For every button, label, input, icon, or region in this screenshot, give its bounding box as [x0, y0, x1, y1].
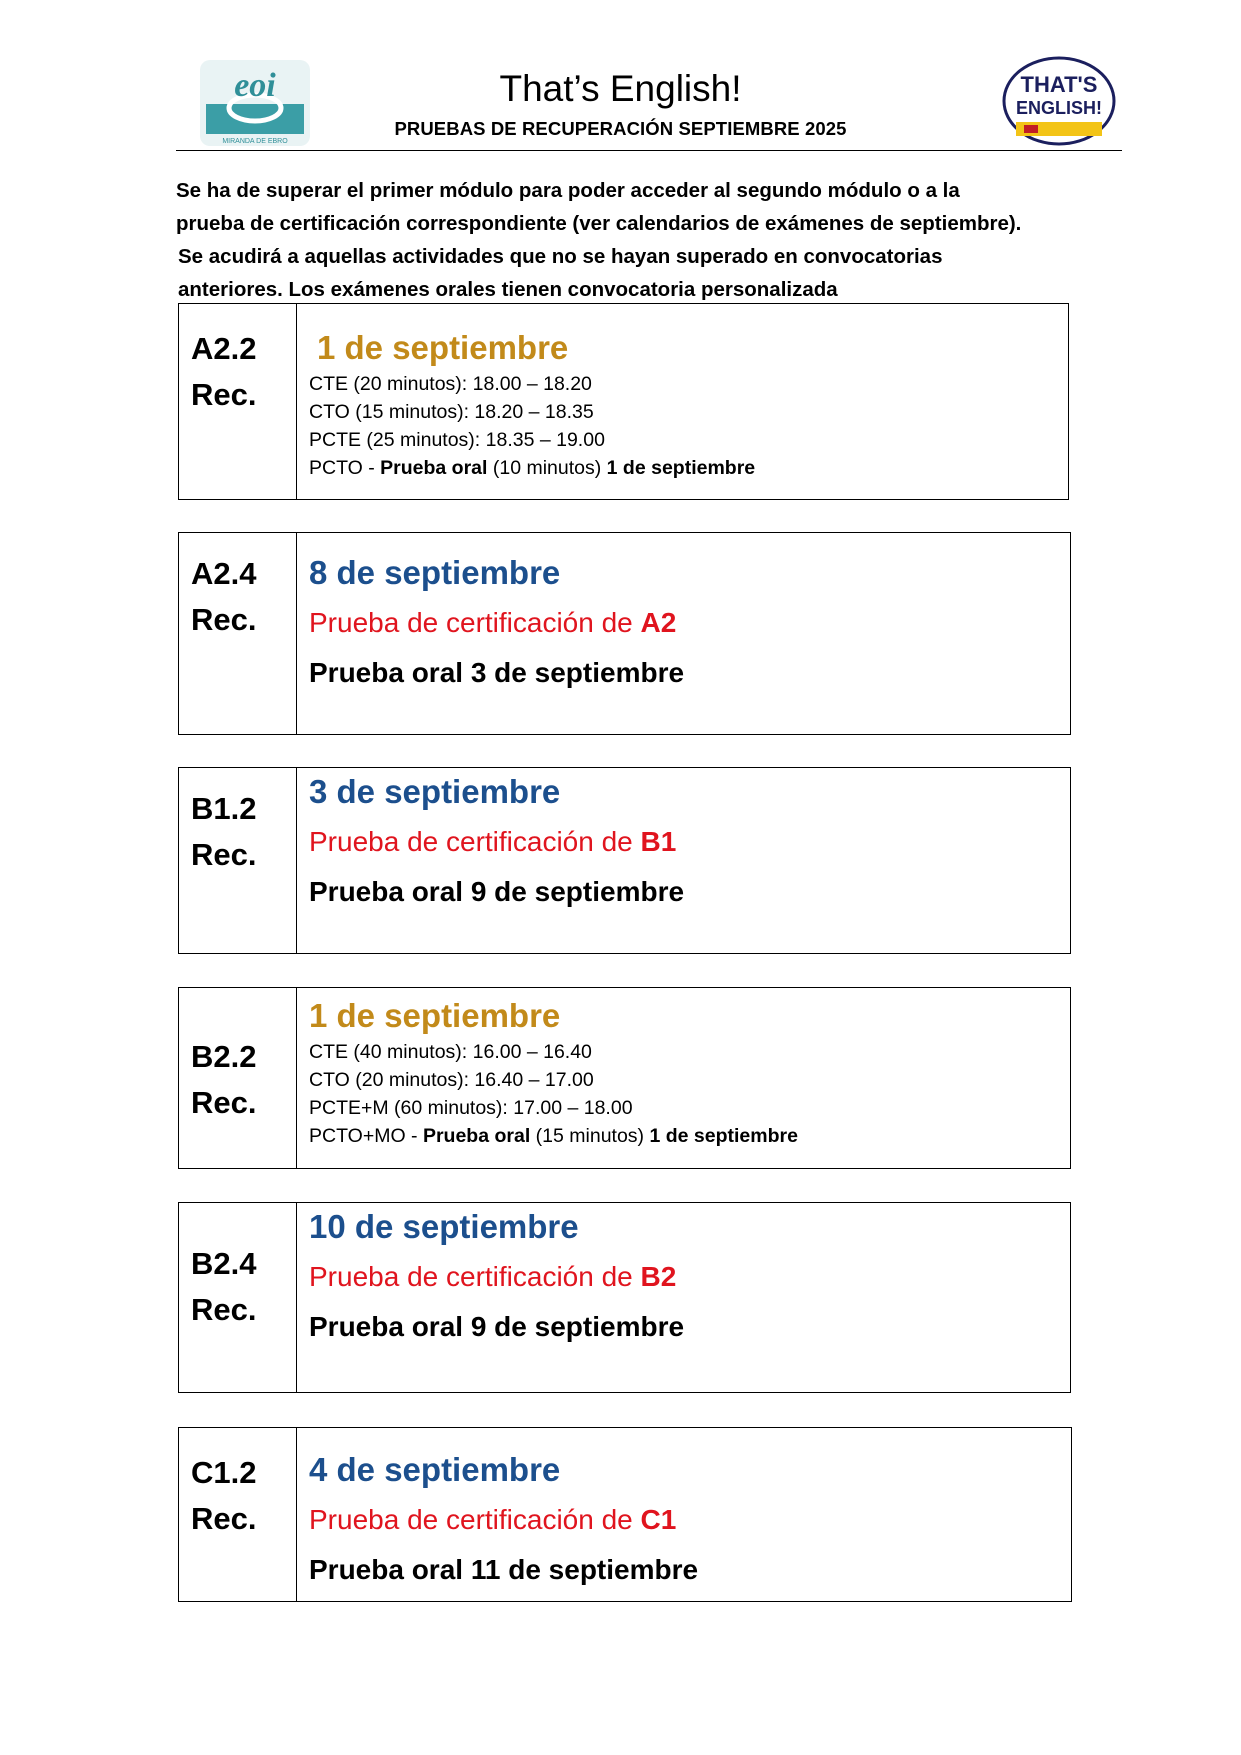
rec-label: Rec. [191, 602, 257, 637]
level-label: B2.2 [191, 1039, 257, 1074]
cert-level: C1 [640, 1504, 677, 1535]
schedule-line: PCTE+M (60 minutos): 17.00 – 18.00 [309, 1097, 633, 1119]
exam-date: 8 de septiembre [309, 554, 561, 591]
cert-line [309, 1257, 1062, 1297]
exam-date: 3 de septiembre [309, 773, 561, 810]
schedule-line: PCTE (25 minutos): 18.35 – 19.00 [309, 429, 605, 451]
level-cell [179, 533, 297, 734]
oral-date: 1 de septiembre [649, 1125, 798, 1147]
oral-prefix: PCTO - [309, 457, 381, 479]
rec-label: Rec. [191, 377, 257, 412]
page-subtitle: PRUEBAS DE RECUPERACIÓN SEPTIEMBRE 2025 [394, 118, 847, 139]
level-cell [179, 304, 297, 499]
cert-line [309, 1500, 1063, 1540]
rec-label: Rec. [191, 1085, 257, 1120]
content-cell [309, 1448, 1063, 1590]
oral-date: 1 de septiembre [606, 457, 756, 479]
cert-line [309, 603, 1062, 643]
intro-line: prueba de certificación correspondiente (ver calendarios de exámenes de septiembre). [176, 212, 1022, 235]
exam-date: 1 de septiembre [309, 997, 561, 1034]
level-label: B1.2 [191, 791, 257, 826]
content-cell [309, 994, 1062, 1150]
svg-text:MIRANDA DE EBRO: MIRANDA DE EBRO [222, 138, 288, 145]
oral-mid: (10 minutos) [487, 457, 607, 479]
oral-bold: Prueba oral [422, 1125, 531, 1147]
level-cell [179, 1203, 297, 1392]
intro-line: anteriores. Los exámenes orales tienen convocatoria personalizada [178, 278, 838, 301]
cert-level: B1 [640, 826, 677, 857]
intro-line: Se acudirá a aquellas actividades que no se hayan superado en convocatorias [178, 245, 943, 268]
schedule-block-b24 [178, 1202, 1071, 1393]
exam-date: 1 de septiembre [317, 329, 569, 366]
intro-text [176, 174, 1096, 306]
page-title: That’s English! [499, 68, 742, 109]
schedule-block-b22 [178, 987, 1071, 1169]
rec-label: Rec. [191, 1292, 257, 1327]
content-cell [309, 551, 1062, 693]
content-cell [309, 326, 1060, 482]
svg-text:ENGLISH!: ENGLISH! [1015, 98, 1103, 118]
cert-line [309, 822, 1062, 862]
oral-bold: Prueba oral [380, 457, 488, 479]
schedule-line: CTE (20 minutos): 18.00 – 18.20 [309, 373, 592, 395]
level-label: A2.4 [191, 556, 257, 591]
level-cell [179, 768, 297, 953]
oral-prefix: PCTO+MO - [309, 1125, 423, 1147]
level-label: C1.2 [191, 1455, 257, 1490]
schedule-block-a22 [178, 303, 1069, 500]
level-cell [179, 988, 297, 1168]
cert-level: B2 [640, 1261, 677, 1292]
oral-line: Prueba oral 9 de septiembre [309, 876, 685, 907]
schedule-block-c12 [178, 1427, 1072, 1602]
rec-label: Rec. [191, 1501, 257, 1536]
cert-prefix: Prueba de certificación de [309, 826, 641, 857]
schedule-line: CTO (20 minutos): 16.40 – 17.00 [309, 1069, 594, 1091]
oral-line [309, 454, 1060, 482]
svg-text:THAT'S: THAT'S [1020, 72, 1098, 97]
intro-line: Se ha de superar el primer módulo para poder acceder al segundo módulo o a la [176, 179, 960, 202]
oral-line: Prueba oral 3 de septiembre [309, 657, 685, 688]
level-label: A2.2 [191, 331, 257, 366]
level-label: B2.4 [191, 1246, 257, 1281]
level-cell [179, 1428, 297, 1601]
oral-line [309, 1122, 1062, 1150]
cert-prefix: Prueba de certificación de [309, 607, 641, 638]
header-divider [176, 150, 1122, 151]
cert-prefix: Prueba de certificación de [309, 1504, 641, 1535]
schedule-block-b12 [178, 767, 1071, 954]
content-cell [309, 770, 1062, 912]
content-cell [309, 1205, 1062, 1347]
rec-label: Rec. [191, 837, 257, 872]
schedule-block-a24 [178, 532, 1071, 735]
cert-level: A2 [640, 607, 677, 638]
cert-prefix: Prueba de certificación de [309, 1261, 641, 1292]
svg-text:eoi: eoi [234, 67, 276, 104]
oral-mid: (15 minutos) [530, 1125, 650, 1147]
oral-line: Prueba oral 9 de septiembre [309, 1311, 685, 1342]
schedule-line: CTE (40 minutos): 16.00 – 16.40 [309, 1041, 592, 1063]
schedule-line: CTO (15 minutos): 18.20 – 18.35 [309, 401, 594, 423]
exam-date: 4 de septiembre [309, 1451, 561, 1488]
exam-date: 10 de septiembre [309, 1208, 579, 1245]
oral-line: Prueba oral 11 de septiembre [309, 1554, 699, 1585]
